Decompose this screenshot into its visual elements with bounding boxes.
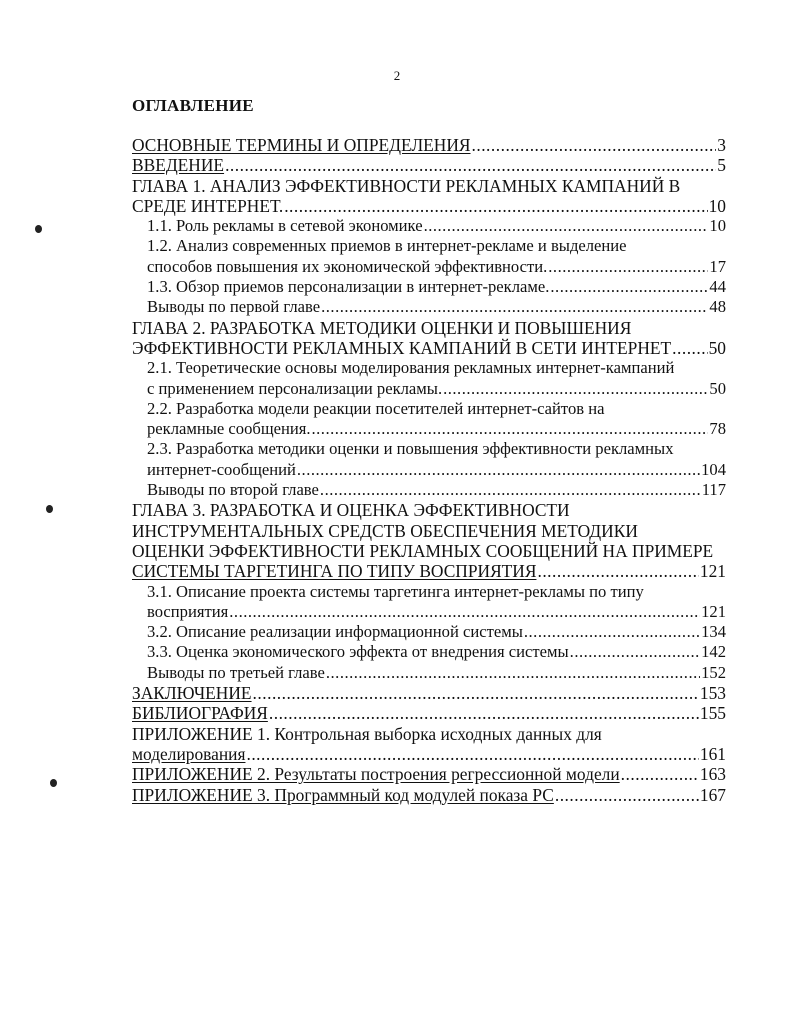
dot-leader — [537, 561, 698, 581]
toc-entry-page: 44 — [709, 277, 726, 297]
toc-entry-conclusion[interactable] — [132, 683, 726, 703]
toc-entry-conclusions-3[interactable] — [132, 663, 726, 683]
toc-entry-title: Выводы по второй главе — [147, 480, 319, 500]
toc-entry-page: 10 — [708, 195, 726, 216]
toc-entry-bibliography[interactable] — [132, 703, 726, 723]
toc-entry-intro[interactable] — [132, 155, 726, 175]
toc-entry-title: способов повышения их экономической эффективности. — [147, 256, 548, 276]
toc-entry-page: 167 — [699, 784, 726, 805]
toc-entry-terms[interactable] — [132, 135, 726, 155]
dot-leader — [321, 297, 708, 317]
toc-entry-chapter1[interactable] — [132, 196, 726, 216]
toc-entry-title: ЗАКЛЮЧЕНИЕ — [132, 683, 252, 704]
dot-leader — [524, 622, 700, 642]
dot-leader — [229, 602, 700, 622]
toc-entry-section-2-2-line1[interactable]: 2.2. Разработка модели реакции посетителей интернет-сайтов на — [147, 398, 605, 418]
toc-entry-page: 163 — [699, 764, 726, 785]
toc-entry-page: 161 — [699, 743, 726, 764]
toc-entry-chapter3-line3[interactable]: ОЦЕНКИ ЭФФЕКТИВНОСТИ РЕКЛАМНЫХ СООБЩЕНИЙ НА ПРИМЕРЕ — [132, 540, 714, 561]
toc-entry-title: 1.3. Обзор приемов персонализации в интернет-рекламе. — [147, 277, 550, 297]
toc-entry-title: рекламные сообщения. — [147, 419, 311, 439]
toc-entry-title: ЭФФЕКТИВНОСТИ РЕКЛАМНЫХ КАМПАНИЙ В СЕТИ ИНТЕРНЕТ — [132, 337, 672, 358]
toc-entry-page: 3 — [717, 135, 726, 155]
toc-entry-title: интернет-сообщений — [147, 459, 296, 479]
toc-entry-title: БИБЛИОГРАФИЯ — [132, 703, 268, 724]
table-of-contents — [132, 135, 726, 805]
toc-entry-page: 153 — [699, 683, 726, 704]
toc-entry-page: 134 — [701, 622, 726, 642]
toc-entry-section-2-3-line1[interactable]: 2.3. Разработка методики оценки и повышения эффективности рекламных — [147, 439, 674, 459]
toc-entry-section-1-2[interactable] — [132, 257, 726, 277]
toc-entry-section-1-1[interactable] — [132, 216, 726, 236]
toc-entry-title: ВВЕДЕНИЕ — [132, 155, 225, 176]
toc-entry-page: 155 — [699, 703, 726, 724]
toc-entry-title: ПРИЛОЖЕНИЕ 3. Программный код модулей показа РС — [132, 784, 554, 805]
toc-entry-title: СИСТЕМЫ ТАРГЕТИНГА ПО ТИПУ ВОСПРИЯТИЯ — [132, 561, 537, 582]
toc-entry-section-2-1[interactable] — [132, 379, 726, 399]
toc-entry-page: 17 — [709, 256, 726, 276]
dot-leader — [570, 642, 700, 662]
dot-leader — [284, 196, 707, 216]
toc-entry-title: ПРИЛОЖЕНИЕ 2. Результаты построения регрессионной модели — [132, 764, 620, 785]
toc-entry-title: 3.2. Описание реализации информационной системы — [147, 622, 523, 642]
dot-leader — [555, 785, 699, 805]
dot-leader — [424, 216, 709, 236]
toc-entry-page: 50 — [708, 337, 726, 358]
toc-entry-page: 104 — [701, 459, 726, 479]
dot-leader — [621, 764, 699, 784]
dot-leader — [246, 744, 698, 764]
toc-entry-conclusions-2[interactable] — [132, 480, 726, 500]
toc-entry-chapter3-line2[interactable]: ИНСТРУМЕНТАЛЬНЫХ СРЕДСТВ ОБЕСПЕЧЕНИЯ МЕТОДИКИ — [132, 520, 638, 541]
toc-entry-section-3-1-line1[interactable]: 3.1. Описание проекта системы таргетинга интернет-рекламы по типу — [147, 581, 644, 601]
toc-entry-page: 78 — [709, 419, 726, 439]
toc-entry-chapter2[interactable] — [132, 338, 726, 358]
toc-entry-section-3-2[interactable] — [132, 622, 726, 642]
dot-leader — [269, 703, 699, 723]
margin-mark-2 — [46, 505, 53, 513]
page-number: 2 — [393, 68, 401, 83]
toc-entry-section-3-1[interactable] — [132, 602, 726, 622]
toc-entry-appendix2[interactable] — [132, 764, 726, 784]
toc-entry-page: 121 — [699, 561, 726, 582]
toc-entry-section-1-2-line1[interactable]: 1.2. Анализ современных приемов в интернет-рекламе и выделение — [147, 236, 627, 256]
margin-mark-3 — [50, 779, 57, 787]
toc-entry-page: 152 — [701, 662, 726, 682]
dot-leader — [297, 460, 700, 480]
toc-entry-title: с применением персонализации рекламы. — [147, 378, 443, 398]
toc-entry-section-1-3[interactable] — [132, 277, 726, 297]
toc-entry-title: Выводы по первой главе — [147, 297, 321, 317]
toc-entry-title: восприятия — [147, 601, 229, 621]
toc-entry-title: СРЕДЕ ИНТЕРНЕТ. — [132, 195, 284, 216]
dot-leader — [326, 663, 700, 683]
dot-leader — [548, 257, 708, 277]
toc-entry-section-2-3[interactable] — [132, 460, 726, 480]
toc-entry-title: 3.3. Оценка экономического эффекта от внедрения системы — [147, 642, 569, 662]
toc-entry-chapter3[interactable] — [132, 561, 726, 581]
toc-entry-page: 48 — [709, 297, 726, 317]
dot-leader — [312, 419, 709, 439]
toc-entry-appendix1[interactable] — [132, 744, 726, 764]
toc-entry-section-2-1-line1[interactable]: 2.1. Теоретические основы моделирования рекламных интернет-кампаний — [147, 358, 675, 378]
toc-entry-title: Выводы по третьей главе — [147, 662, 325, 682]
dot-leader — [550, 277, 708, 297]
toc-entry-page: 50 — [709, 378, 726, 398]
toc-entry-appendix3[interactable] — [132, 785, 726, 805]
dot-leader — [225, 155, 716, 175]
toc-entry-chapter2-line1[interactable]: ГЛАВА 2. РАЗРАБОТКА МЕТОДИКИ ОЦЕНКИ И ПОВЫШЕНИЯ — [132, 317, 632, 338]
toc-entry-section-2-2[interactable] — [132, 419, 726, 439]
toc-entry-page: 121 — [701, 601, 726, 621]
toc-entry-conclusions-1[interactable] — [132, 297, 726, 317]
toc-entry-chapter1-line1[interactable]: ГЛАВА 1. АНАЛИЗ ЭФФЕКТИВНОСТИ РЕКЛАМНЫХ КАМПАНИЙ В — [132, 175, 681, 196]
dot-leader — [253, 683, 699, 703]
toc-entry-title: ОСНОВНЫЕ ТЕРМИНЫ И ОПРЕДЕЛЕНИЯ — [132, 135, 471, 155]
dot-leader — [443, 379, 708, 399]
dot-leader — [320, 480, 701, 500]
dot-leader — [672, 338, 707, 358]
toc-entry-page: 5 — [717, 155, 726, 176]
toc-entry-appendix1-line1[interactable]: ПРИЛОЖЕНИЕ 1. Контрольная выборка исходных данных для — [132, 723, 602, 744]
toc-heading: ОГЛАВЛЕНИЕ — [132, 96, 254, 115]
toc-entry-title: 1.1. Роль рекламы в сетевой экономике — [147, 216, 423, 236]
toc-entry-section-3-3[interactable] — [132, 642, 726, 662]
dot-leader — [472, 135, 717, 155]
toc-entry-page: 117 — [701, 480, 726, 500]
toc-entry-page: 142 — [701, 642, 726, 662]
toc-entry-title: моделирования — [132, 743, 246, 764]
toc-entry-chapter3-line1[interactable]: ГЛАВА 3. РАЗРАБОТКА И ОЦЕНКА ЭФФЕКТИВНОСТИ — [132, 500, 570, 521]
margin-mark-1 — [35, 225, 42, 233]
toc-entry-page: 10 — [709, 216, 726, 236]
